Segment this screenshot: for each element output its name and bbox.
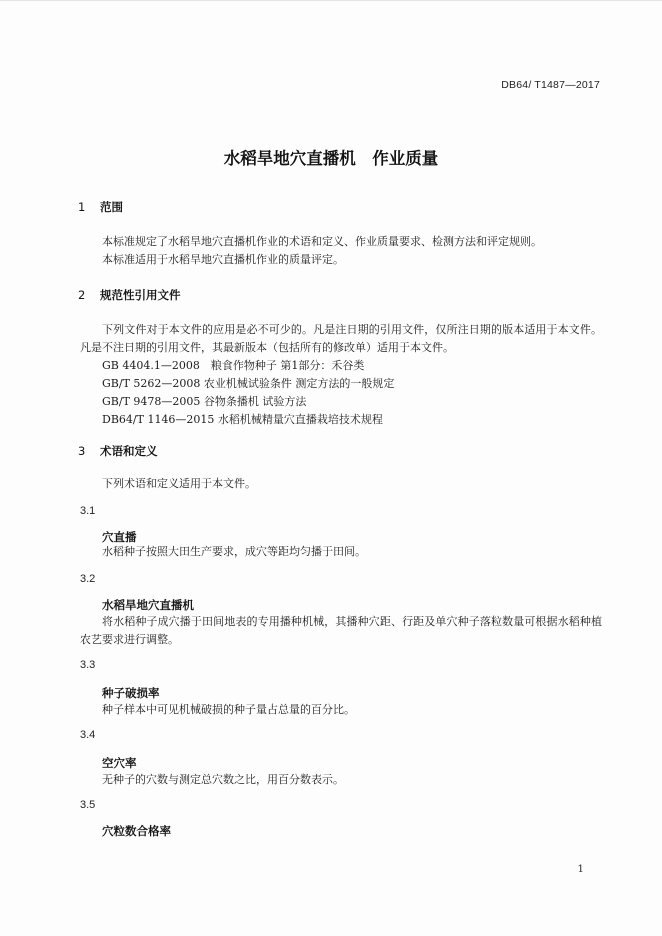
reference-item: GB/T 9478—2005 谷物条播机 试验方法	[102, 395, 307, 408]
term-definition: 种子样本中可见机械破损的种子量占总量的百分比。	[102, 703, 355, 716]
reference-item: GB/T 5262—2008 农业机械试验条件 测定方法的一般规定	[102, 377, 395, 390]
standard-code: DB64/ T1487—2017	[501, 79, 600, 91]
term-heading: 水稻旱地穴直播机	[102, 598, 194, 612]
section-number: 2	[78, 288, 86, 302]
document-title: 水稻旱地穴直播机 作业质量	[223, 149, 439, 168]
clause-number: 3.2	[80, 573, 96, 585]
scan-edge	[0, 0, 662, 7]
section-heading-terms	[78, 443, 158, 459]
term-definition: 无种子的穴数与测定总穴数之比，用百分数表示。	[102, 773, 344, 786]
clause-number: 3.1	[80, 505, 96, 517]
section-number: 3	[78, 444, 86, 458]
references-intro-paragraph: 下列文件对于本文件的应用是必不可少的。凡是注日期的引用文件，仅所注日期的版本适用于本文件。凡是不注日期的引用文件，其最新版本（包括所有的修改单）适用于本文件。	[80, 323, 602, 354]
term-definition: 将水稻种子成穴播于田间地表的专用播种机械，其播种穴距、行距及单穴种子落粒数量可根据水稻种植农艺要求进行调整。	[80, 615, 602, 646]
page-number: 1	[577, 863, 584, 875]
section-title: 规范性引用文件	[100, 288, 181, 302]
scope-paragraph-2: 本标准适用于水稻旱地穴直播机作业的质量评定。	[102, 253, 344, 266]
section-title: 范围	[100, 200, 124, 214]
clause-number: 3.4	[80, 729, 96, 741]
terms-intro-paragraph: 下列术语和定义适用于本文件。	[102, 477, 256, 490]
section-number: 1	[78, 200, 86, 214]
term-definition: 水稻种子按照大田生产要求，成穴等距均匀播于田间。	[102, 545, 366, 558]
scope-paragraph-1: 本标准规定了水稻旱地穴直播机作业的术语和定义、作业质量要求、检测方法和评定规则。	[102, 235, 542, 248]
section-title: 术语和定义	[100, 444, 158, 458]
term-heading: 穴直播	[102, 530, 137, 544]
section-heading-scope	[78, 199, 123, 215]
reference-item: DB64/T 1146—2015 水稻机械精量穴直播栽培技术规程	[102, 413, 383, 426]
clause-number: 3.5	[80, 799, 96, 811]
reference-item: GB 4404.1—2008 粮食作物种子 第1部分：禾谷类	[102, 359, 365, 372]
clause-number: 3.3	[80, 659, 96, 671]
term-heading: 穴粒数合格率	[102, 824, 171, 838]
term-heading: 空穴率	[102, 756, 137, 770]
term-heading: 种子破损率	[102, 686, 160, 700]
section-heading-normative-references	[78, 287, 181, 303]
